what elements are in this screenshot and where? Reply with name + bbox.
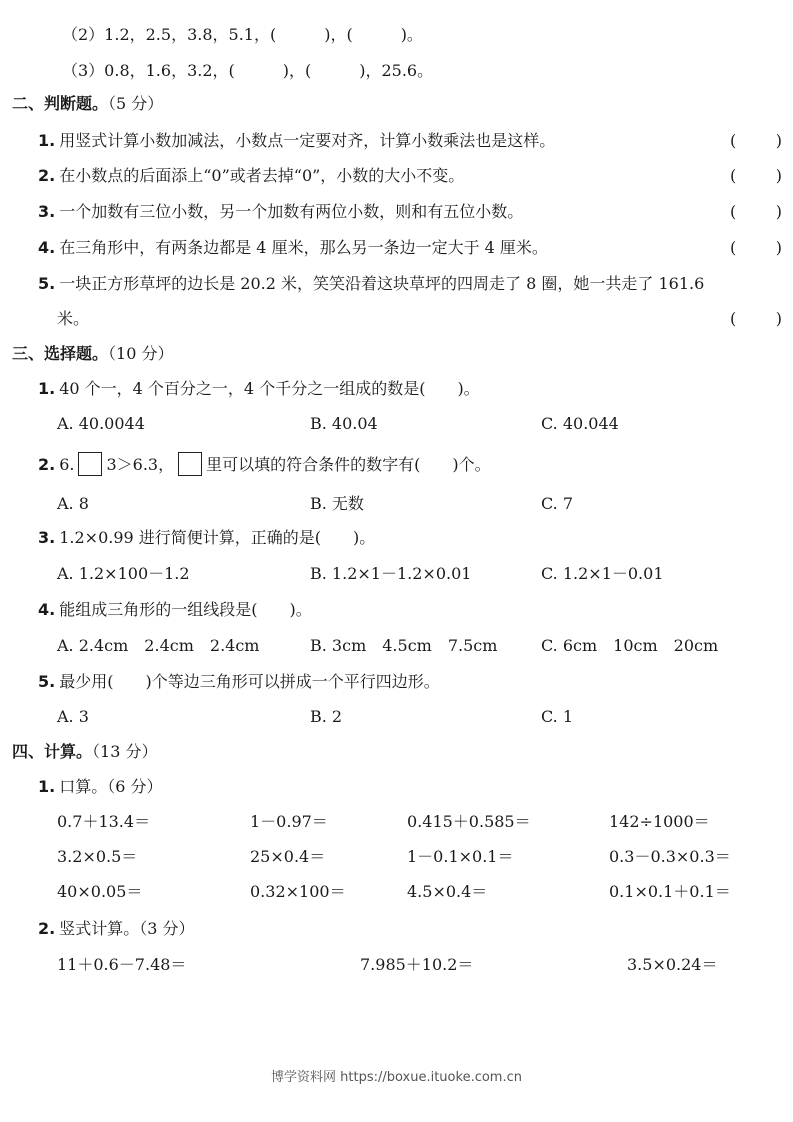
judge-answer-1[interactable]: ( ) xyxy=(730,131,782,150)
oral-row: 40×0.05＝ 0.32×100＝ 4.5×0.4＝ 0.1×0.1＋0.1＝ xyxy=(57,882,731,901)
choice-q2-options xyxy=(0,489,793,519)
option-c[interactable]: C. 7 xyxy=(541,494,574,513)
blank-box[interactable] xyxy=(78,452,102,476)
sequence-2: （2）1.2，2.5，3.8，5.1，( )，( )。 xyxy=(62,25,423,44)
judge-item-3: 3. 一个加数有三位小数，另一个加数有两位小数，则和有五位小数。 xyxy=(38,202,524,221)
judge-item-1: 1. 用竖式计算小数加减法，小数点一定要对齐，计算小数乘法也是这样。 xyxy=(38,131,556,150)
judge-item-4: 4. 在三角形中，有两条边都是 4 厘米，那么另一条边一定大于 4 厘米。 xyxy=(38,238,548,257)
option-c[interactable]: C. 6cm 10cm 20cm xyxy=(541,636,719,655)
option-b[interactable]: B. 无数 xyxy=(310,494,364,513)
option-b[interactable]: B. 40.04 xyxy=(310,414,378,433)
option-c[interactable]: C. 1.2×1－0.01 xyxy=(541,564,664,583)
option-a[interactable]: A. 40.0044 xyxy=(57,414,145,433)
choice-q5-options xyxy=(0,702,793,732)
judge-item-2: 2. 在小数点的后面添上“0”或者去掉“0”，小数的大小不变。 xyxy=(38,166,465,185)
judge-answer-5[interactable]: ( ) xyxy=(730,309,782,328)
section-choice-title: 三、选择题。（10 分） xyxy=(12,344,174,363)
vertical-row: 11＋0.6－7.48＝ 7.985＋10.2＝ 3.5×0.24＝ xyxy=(57,955,718,974)
calc-part-2: 2. 竖式计算。（3 分） xyxy=(38,919,195,938)
blank-box[interactable] xyxy=(178,452,202,476)
option-c[interactable]: C. 1 xyxy=(541,707,574,726)
judge-answer-4[interactable]: ( ) xyxy=(730,238,782,257)
judge-answer-2[interactable]: ( ) xyxy=(730,166,782,185)
judge-item-5-cont: 米。 xyxy=(57,309,90,328)
sequence-3: （3）0.8，1.6，3.2，( )，( )，25.6。 xyxy=(62,61,434,80)
choice-q4-options xyxy=(0,631,793,661)
option-a[interactable]: A. 3 xyxy=(57,707,89,726)
option-a[interactable]: A. 2.4cm 2.4cm 2.4cm xyxy=(57,636,260,655)
oral-row: 0.7＋13.4＝ 1－0.97＝ 0.415＋0.585＝ 142÷1000＝ xyxy=(57,812,710,831)
calc-part-1: 1. 口算。（6 分） xyxy=(38,777,163,796)
choice-q3-options xyxy=(0,559,793,589)
choice-q3: 3. 1.2×0.99 进行简便计算，正确的是( )。 xyxy=(38,528,376,547)
option-a[interactable]: A. 1.2×100－1.2 xyxy=(57,564,190,583)
choice-q1: 1. 40 个一，4 个百分之一，4 个千分之一组成的数是( )。 xyxy=(38,379,480,398)
judge-item-5: 5. 一块正方形草坪的边长是 20.2 米，笑笑沿着这块草坪的四周走了 8 圈，她一共走了 161.6 xyxy=(38,274,705,293)
section-calc-title: 四、计算。（13 分） xyxy=(12,742,158,761)
choice-q5: 5. 最少用( )个等边三角形可以拼成一个平行四边形。 xyxy=(38,672,440,691)
choice-q1-options xyxy=(0,409,793,439)
option-c[interactable]: C. 40.044 xyxy=(541,414,619,433)
choice-q4: 4. 能组成三角形的一组线段是( )。 xyxy=(38,600,312,619)
option-b[interactable]: B. 1.2×1－1.2×0.01 xyxy=(310,564,472,583)
section-judge-title: 二、判断题。（5 分） xyxy=(12,94,164,113)
oral-row: 3.2×0.5＝ 25×0.4＝ 1－0.1×0.1＝ 0.3－0.3×0.3＝ xyxy=(57,847,731,866)
option-b[interactable]: B. 3cm 4.5cm 7.5cm xyxy=(310,636,498,655)
footer-watermark: 博学资料网 https://boxue.ituoke.com.cn xyxy=(271,1070,522,1085)
judge-answer-3[interactable]: ( ) xyxy=(730,202,782,221)
option-a[interactable]: A. 8 xyxy=(57,494,89,513)
option-b[interactable]: B. 2 xyxy=(310,707,343,726)
choice-q2: 2. 6. 3＞6.3， 里可以填的符合条件的数字有( )个。 xyxy=(38,450,793,480)
